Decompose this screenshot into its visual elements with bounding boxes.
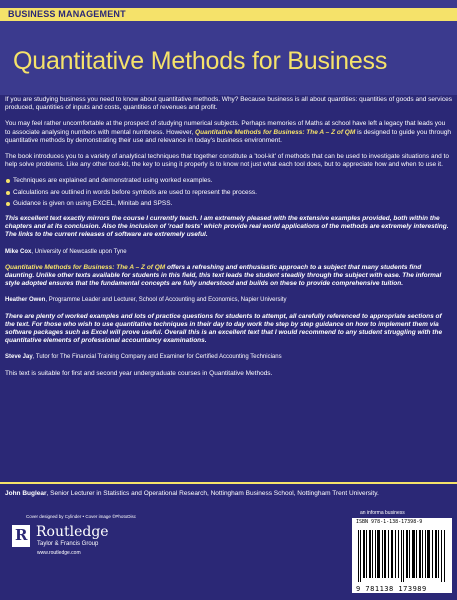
feature-list bbox=[5, 177, 452, 208]
publisher-url: www.routledge.com bbox=[37, 550, 81, 556]
reviewer-1: Mike Cox, University of Newcastle upon Tyne bbox=[5, 248, 127, 255]
divider bbox=[0, 482, 457, 484]
informa-tag: an informa business bbox=[360, 510, 405, 516]
barcode-number: 9 781138 173989 bbox=[356, 585, 427, 593]
intro-paragraph-3: The book introduces you to a variety of analytical techniques that together constitute a 'tool-kit' of methods that can be used to investigate situations and to help solve problems. Like any other tool-kit, the key to using it properly is to know not just what each tool does, but to appreciate how and when to use it. bbox=[5, 153, 450, 169]
review-quote-2: Quantitative Methods for Business: The A – Z of QM offers a refreshing and enthusiastic approach to a subject that many students find daunting. Unlike other texts available for students in this field, this text leads the student steadily through the subject with ease. The informal style adopted ensures that the fundamental concepts are fully understood and builds on these to provide comprehensive tuition. bbox=[5, 263, 442, 288]
back-cover-text bbox=[5, 96, 452, 386]
author-bio: John Buglear, Senior Lecturer in Statistics and Operational Research, Nottingham Business School, Nottingham Trent University. bbox=[5, 490, 379, 497]
cover-credit: Cover designed by Cylinder • Cover image ©PhotoDisc bbox=[26, 514, 136, 519]
isbn-label: ISBN 978-1-138-17398-9 bbox=[356, 519, 423, 525]
suitability-note: This text is suitable for first and second year undergraduate courses in Quantitative Methods. bbox=[5, 369, 273, 377]
publisher-name: Routledge bbox=[36, 524, 109, 540]
inline-book-title: Quantitative Methods for Business: The A – Z of QM bbox=[195, 128, 356, 136]
list-item: Calculations are outlined in words before symbols are used to represent the process. bbox=[5, 189, 452, 197]
intro-paragraph-1: If you are studying business you need to know about quantitative methods. Why? Because business is all about quantities: quantities of goods and services produced, quantities of inputs and costs, quantities of revenues and profit. bbox=[5, 96, 452, 112]
list-item: Guidance is given on using EXCEL, Minitab and SPSS. bbox=[5, 200, 452, 208]
publisher-group: Taylor & Francis Group bbox=[37, 541, 99, 547]
review-quote-1: This excellent text exactly mirrors the course I currently teach. I am extremely pleased with the extensive examples provided, both within the chapters and at its conclusion. Also the inclusion of 'road tests' which provide real world applications of the methods are extremely interesting. The links to the current releases of software are extremely useful. bbox=[5, 215, 449, 239]
barcode-icon bbox=[358, 530, 446, 582]
category-label: BUSINESS MANAGEMENT bbox=[8, 9, 126, 19]
reviewer-2: Heather Owen, Programme Leader and Lecturer, School of Accounting and Economics, Napier University bbox=[5, 297, 287, 304]
reviewer-3: Steve Jay, Tutor for The Financial Training Company and Examiner for Certified Accounting Technicians bbox=[5, 354, 282, 361]
logo-letter: R bbox=[15, 526, 28, 544]
list-item: Techniques are explained and demonstrated using worked examples. bbox=[5, 177, 452, 185]
intro-paragraph-2: You may feel rather uncomfortable at the prospect of studying numerical subjects. Perhaps memories of Maths at school have left a legacy that leads you to associate analysing numbers with mental numbness. However, Quantitative Methods for Business: The A – Z of QM is designed to guide you through quantitative methods by demonstrating their use and relevance in today's business environment. bbox=[5, 120, 452, 144]
review-quote-3: There are plenty of worked examples and lots of practice questions for students to attempt, all carefully referenced to appropriate sections of the text. For those who wish to use quantitative techniques in their day to day work the step by step guidance on how to implement them via software packages such as Excel will prove useful. Overall this is an excellent text that I would recommend to any student struggling with the quantitative elements of professional accountancy examinations. bbox=[5, 312, 443, 345]
book-title: Quantitative Methods for Business bbox=[13, 47, 388, 75]
category-band bbox=[0, 8, 457, 21]
cover-header bbox=[0, 0, 457, 95]
